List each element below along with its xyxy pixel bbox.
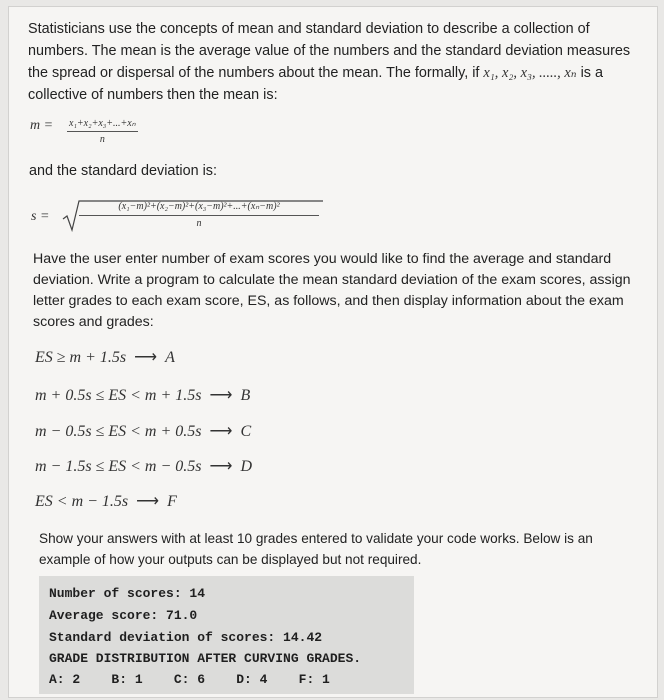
- grade-letter: B: [240, 387, 251, 404]
- console-line-distribution: A: 2 B: 1 C: 6 D: 4 F: 1: [49, 672, 330, 687]
- grade-rule-f: [35, 491, 177, 511]
- arrow-icon: ⟶: [209, 458, 233, 475]
- grade-condition: m + 0.5s ≤ ES < m + 1.5s: [35, 387, 202, 404]
- grade-condition: m − 1.5s ≤ ES < m − 0.5s: [35, 458, 202, 475]
- grade-rule-c: [35, 421, 251, 441]
- grade-condition: ES < m − 1.5s: [35, 493, 129, 510]
- sd-label: and the standard deviation is:: [29, 163, 218, 179]
- sd-formula-fraction: [79, 201, 319, 229]
- arrow-icon: ⟶: [209, 387, 233, 404]
- intro-text-end: is a collective of numbers then the mean is:: [28, 65, 603, 103]
- sequence-notation: x₁, x₂, x₃, ....., xₙ: [483, 65, 577, 81]
- grade-condition: ES ≥ m + 1.5s: [35, 349, 127, 366]
- mean-formula-lhs: m =: [30, 118, 54, 133]
- show-answers-paragraph: Show your answers with at least 10 grades entered to validate your code works. Below is an example of how your outputs can be displayed but not required.: [39, 531, 593, 567]
- intro-paragraph: [28, 18, 650, 106]
- mean-formula-fraction: [67, 118, 138, 145]
- grade-letter: C: [240, 423, 252, 440]
- sd-numerator: (x₁−m)²+(x₂−m)²+(x₃−m)²+...+(xₙ−m)²: [79, 201, 319, 216]
- mean-denominator: n: [99, 134, 105, 145]
- grade-rule-b: [35, 385, 250, 405]
- console-line-stddev: Standard deviation of scores: 14.42: [49, 630, 323, 645]
- console-line-heading: GRADE DISTRIBUTION AFTER CURVING GRADES.: [49, 651, 362, 666]
- sd-formula-lhs: s =: [31, 209, 50, 224]
- console-line-scores: Number of scores: 14: [49, 586, 206, 601]
- problem-page: [8, 6, 658, 698]
- task-paragraph: Have the user enter number of exam scores you would like to find the average and standard deviation. Write a program to calculate the mean standard deviation of the exam scores, assign letter grades to each exam score, ES, as follows, and then display information about the exam scores and grades:: [33, 251, 631, 330]
- grade-letter: A: [165, 349, 175, 366]
- grade-rule-d: [35, 456, 252, 476]
- arrow-icon: ⟶: [136, 493, 160, 510]
- grade-rule-a: [35, 347, 175, 367]
- grade-condition: m − 0.5s ≤ ES < m + 0.5s: [35, 423, 202, 440]
- sample-output-console: [39, 576, 414, 694]
- sd-denominator: n: [196, 218, 202, 229]
- mean-numerator: x₁+x₂+x₃+...+xₙ: [67, 118, 138, 132]
- intro-text-start: Statisticians use the concepts of mean and standard deviation to describe a collection of numbers. The mean is the average value of the numbers and the standard deviation measures the spread or dispersal of the numbers about the mean. The formally, if: [28, 21, 631, 81]
- console-line-average: Average score: 71.0: [49, 608, 198, 623]
- arrow-icon: ⟶: [209, 423, 233, 440]
- grade-letter: F: [167, 493, 177, 510]
- grade-letter: D: [240, 458, 253, 475]
- arrow-icon: ⟶: [134, 349, 158, 366]
